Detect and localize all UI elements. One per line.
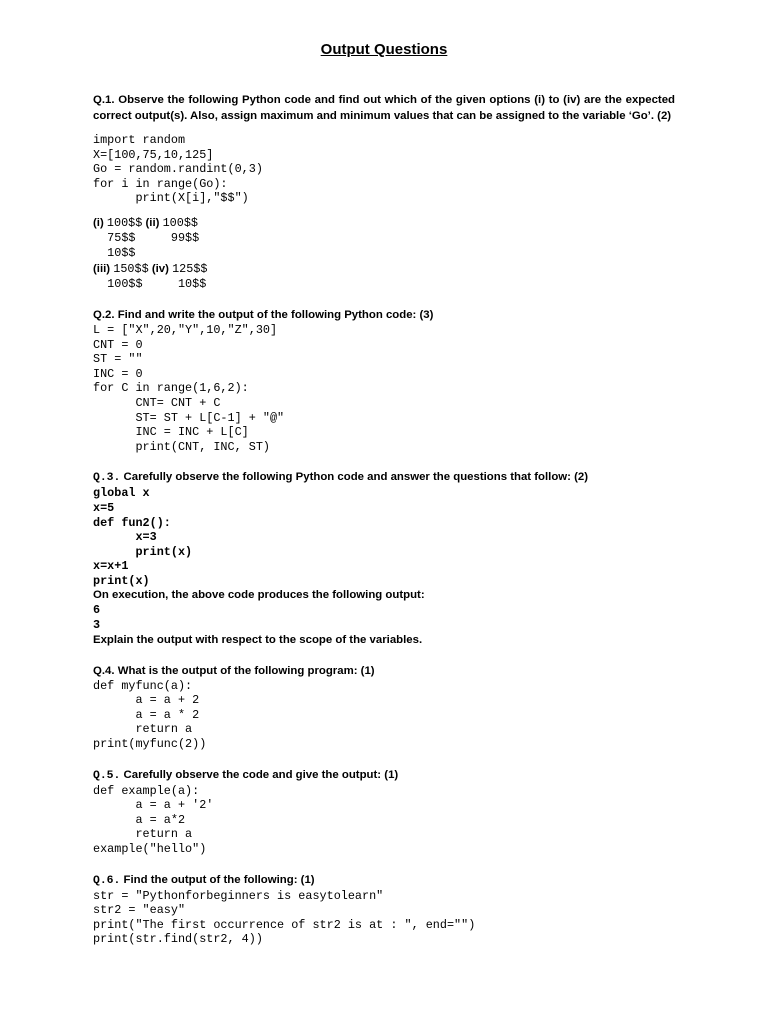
option-iii-value: 150$$ (113, 261, 149, 276)
options-line-2: 75$$ 99$$ (93, 230, 200, 245)
option-iii-label: (iii) (93, 262, 114, 275)
question-2-text: Q.2. Find and write the output of the following Python code: (3) (93, 308, 434, 321)
question-6-number: Q.6. (93, 874, 121, 887)
question-4 (93, 663, 675, 752)
question-4-text: Q.4. What is the output of the following program: (1) (93, 664, 375, 677)
question-3-heading (93, 469, 675, 486)
question-2 (93, 307, 675, 454)
question-6 (93, 872, 675, 947)
worksheet-page (93, 40, 675, 962)
options-line-3: 10$$ (93, 245, 136, 260)
options-line-4 (93, 261, 675, 277)
question-6-text: Find the output of the following: (1) (120, 873, 315, 886)
option-iv-label: (iv) (148, 262, 173, 275)
question-3-output-1: 6 (93, 603, 101, 618)
question-1 (93, 92, 675, 292)
question-5-text: Carefully observe the code and give the output: (1) (120, 768, 399, 781)
question-3-output-2: 3 (93, 618, 101, 633)
question-6-code: str = "Pythonforbeginners is easytolearn" str2 = "easy" print("The first occurrence of str2 is at : ", end="") print(str.find(str2, 4)) (93, 888, 476, 947)
options-line-5: 100$$ 10$$ (93, 276, 207, 291)
question-5-heading (93, 767, 675, 784)
question-4-code: def myfunc(a): a = a + 2 a = a * 2 return a print(myfunc(2)) (93, 678, 207, 752)
question-5-code: def example(a): a = a + '2' a = a*2 return a example("hello") (93, 783, 214, 856)
question-3-note: On execution, the above code produces the following output: (93, 589, 425, 602)
question-2-code: L = ["X",20,"Y",10,"Z",30] CNT = 0 ST = "" INC = 0 for C in range(1,6,2): CNT= CNT + C ST= ST + L[C-1] + "@" INC = INC + L[C] print(CNT, INC, ST) (93, 322, 285, 454)
option-ii-value: 100$$ (162, 215, 198, 230)
option-iv-value: 125$$ (172, 261, 208, 276)
page-title: Output Questions (320, 41, 448, 58)
option-i-value: 100$$ (106, 215, 143, 230)
question-1-code: import random X=[100,75,10,125] Go = random.randint(0,3) for i in range(Go): print(X[i],"$$") (93, 133, 263, 206)
question-5-number: Q.5. (93, 769, 121, 782)
question-6-heading (93, 872, 675, 889)
question-1-text: Q.1. Observe the following Python code and find out which of the given options (i) to (iv) are the expected correct output(s). Also, assign maximum and minimum values that can be assigned to the variable ‘Go’. (2) (93, 94, 675, 122)
question-3-number: Q.3. (93, 472, 121, 485)
option-i-label: (i) (93, 216, 107, 229)
question-5 (93, 767, 675, 857)
option-ii-label: (ii) (142, 216, 163, 229)
question-3-code: global x x=5 def fun2(): x=3 print(x) x=x+1 print(x) (93, 486, 193, 588)
question-3-text: Carefully observe the following Python code and answer the questions that follow: (2) (120, 471, 589, 484)
question-3 (93, 469, 675, 647)
question-1-options (93, 215, 675, 292)
question-3-explain: Explain the output with respect to the scope of the variables. (93, 633, 423, 646)
options-line-1 (93, 215, 675, 231)
